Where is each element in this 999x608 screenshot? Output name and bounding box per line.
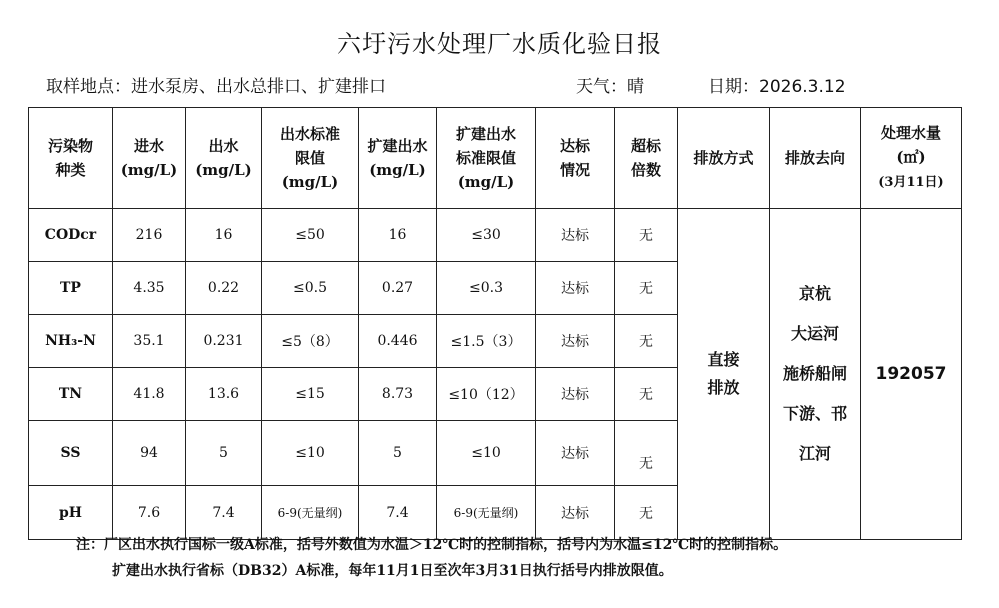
status: 达标: [536, 315, 615, 368]
footnote-2: 扩建出水执行省标（DB32）A标准，每年11月1日至次年3月31日执行括号内排放限值。: [112, 563, 673, 579]
header-effluent-limit: 出水标准 限值 (mg/L): [262, 108, 359, 209]
header-influent: 进水 (mg/L): [113, 108, 186, 209]
ext-limit: ≤1.5（3）: [437, 315, 536, 368]
pollutant-name: CODcr: [29, 209, 113, 262]
report-title: 六圩污水处理厂水质化验日报: [337, 30, 662, 58]
exceed: 无: [615, 368, 678, 421]
pollutant-name: pH: [29, 486, 113, 540]
pollutant-name: TN: [29, 368, 113, 421]
effluent-value: 0.22: [186, 262, 262, 315]
header-ext-effluent: 扩建出水 (mg/L): [359, 108, 437, 209]
discharge-method: 直接 排放: [678, 209, 770, 540]
header-effluent: 出水 (mg/L): [186, 108, 262, 209]
pollutant-name: SS: [29, 421, 113, 486]
influent-value: 7.6: [113, 486, 186, 540]
header-pollutant: 污染物 种类: [29, 108, 113, 209]
footnote-1: 注：厂区出水执行国标一级A标准，括号外数值为水温＞12℃时的控制指标，括号内为水温≤12℃时的控制指标。: [76, 537, 788, 553]
exceed: 无: [615, 262, 678, 315]
pollutant-name: TP: [29, 262, 113, 315]
influent-value: 35.1: [113, 315, 186, 368]
ext-limit: ≤10（12）: [437, 368, 536, 421]
ext-effluent-value: 0.27: [359, 262, 437, 315]
exceed: 无: [615, 486, 678, 540]
status: 达标: [536, 368, 615, 421]
table-row: [29, 209, 962, 262]
header-volume: 处理水量 (㎡) (3月11日): [861, 108, 962, 209]
ext-effluent-value: 7.4: [359, 486, 437, 540]
status: 达标: [536, 421, 615, 486]
ext-effluent-value: 16: [359, 209, 437, 262]
influent-value: 94: [113, 421, 186, 486]
effluent-limit: ≤5（8）: [262, 315, 359, 368]
ext-effluent-value: 8.73: [359, 368, 437, 421]
effluent-value: 5: [186, 421, 262, 486]
exceed: 无: [615, 315, 678, 368]
status: 达标: [536, 262, 615, 315]
treated-volume: 192057: [861, 209, 962, 540]
pollutant-name: NH₃-N: [29, 315, 113, 368]
water-quality-table: [28, 107, 962, 540]
ext-limit: ≤30: [437, 209, 536, 262]
effluent-limit: ≤15: [262, 368, 359, 421]
ext-effluent-value: 5: [359, 421, 437, 486]
status: 达标: [536, 209, 615, 262]
influent-value: 41.8: [113, 368, 186, 421]
effluent-value: 7.4: [186, 486, 262, 540]
effluent-limit: ≤0.5: [262, 262, 359, 315]
header-discharge-dest: 排放去向: [770, 108, 861, 209]
effluent-limit: ≤50: [262, 209, 359, 262]
header-discharge-method: 排放方式: [678, 108, 770, 209]
effluent-limit: ≤10: [262, 421, 359, 486]
sampling-location: 取样地点：进水泵房、出水总排口、扩建排口: [46, 77, 386, 97]
status: 达标: [536, 486, 615, 540]
header-status: 达标 情况: [536, 108, 615, 209]
ext-limit: ≤10: [437, 421, 536, 486]
effluent-value: 0.231: [186, 315, 262, 368]
exceed: 无: [615, 209, 678, 262]
report-date: 日期：2026.3.12: [708, 77, 846, 97]
ext-effluent-value: 0.446: [359, 315, 437, 368]
influent-value: 4.35: [113, 262, 186, 315]
weather: 天气：晴: [576, 77, 644, 97]
exceed: 无: [615, 421, 678, 486]
effluent-value: 16: [186, 209, 262, 262]
header-ext-limit: 扩建出水 标准限值 (mg/L): [437, 108, 536, 209]
discharge-destination: 京杭 大运河 施桥船闸 下游、邗 江河: [770, 209, 861, 540]
effluent-limit: 6-9(无量纲): [262, 486, 359, 540]
ext-limit: 6-9(无量纲): [437, 486, 536, 540]
header-exceed: 超标 倍数: [615, 108, 678, 209]
ext-limit: ≤0.3: [437, 262, 536, 315]
influent-value: 216: [113, 209, 186, 262]
effluent-value: 13.6: [186, 368, 262, 421]
